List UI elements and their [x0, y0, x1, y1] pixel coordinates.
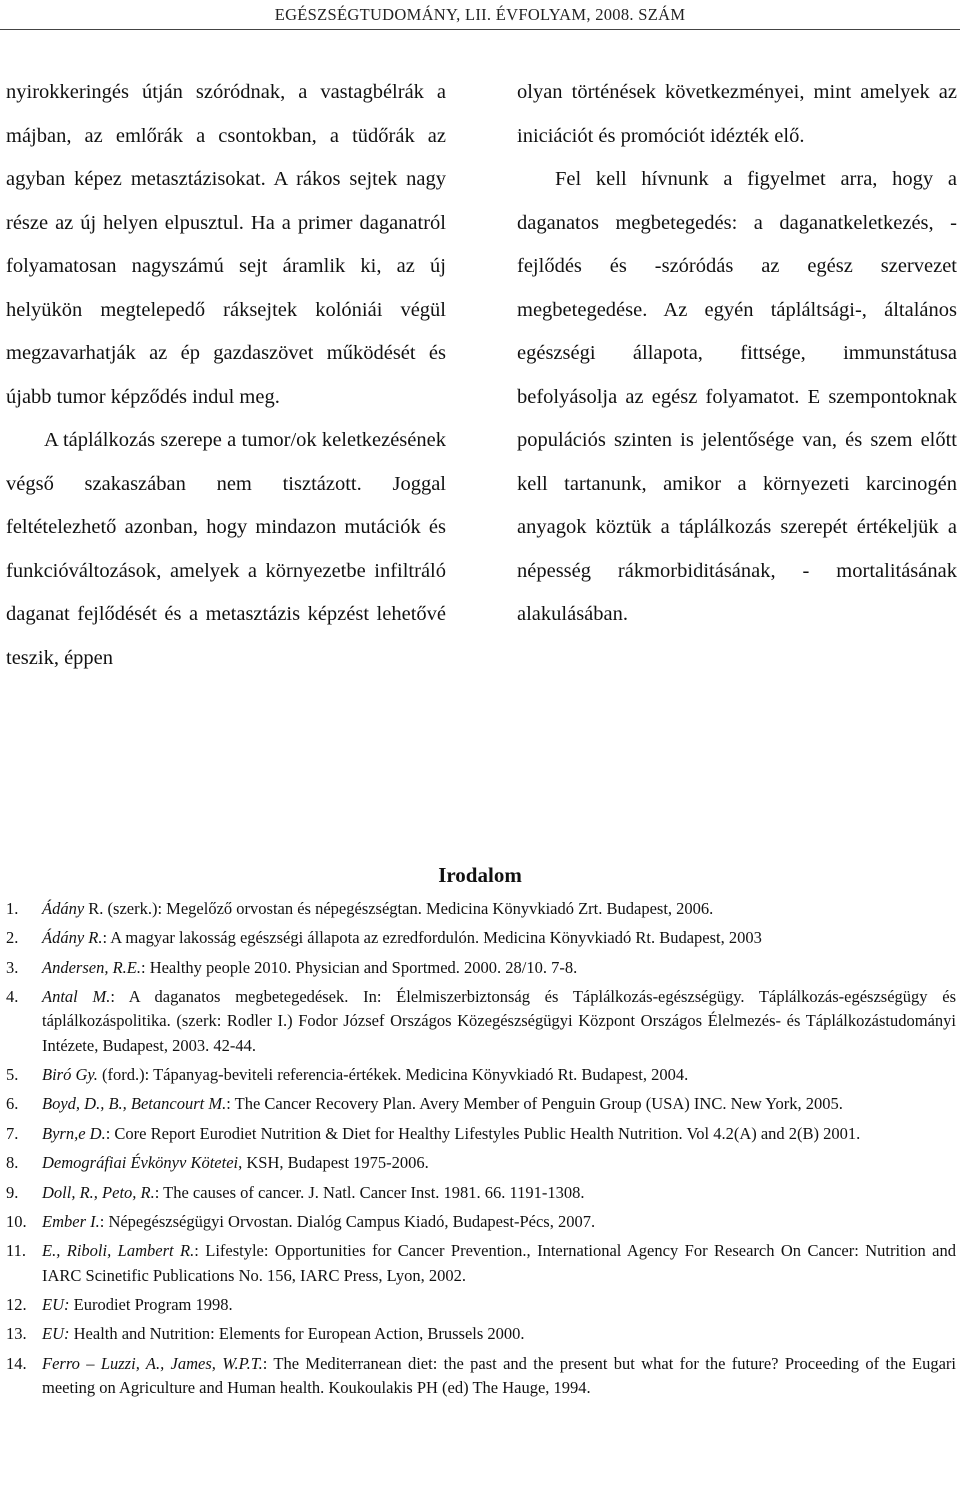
reference-number: 5. [6, 1064, 19, 1084]
reference-author: Ferro – Luzzi, A., James, W.P.T. [42, 1353, 263, 1373]
reference-author: Antal M. [42, 987, 111, 1007]
reference-number: 2. [6, 928, 19, 948]
reference-item [6, 926, 956, 950]
reference-text: : Lifestyle: Opportunities for Cancer Prevention., International Agency For Research On Cancer: Nutrition and IARC Scinetific Publications No. 156, IARC Press, Lyon, 2002. [42, 1241, 956, 1285]
left-column [6, 71, 446, 680]
reference-item [6, 1352, 956, 1400]
reference-author: Doll, R., Peto, R. [42, 1182, 155, 1202]
reference-author: Biró Gy. [42, 1064, 98, 1084]
reference-text: : The causes of cancer. J. Natl. Cancer Inst. 1981. 66. 1191-1308. [154, 1182, 585, 1202]
body-paragraph: nyirokkeringés útján szóródnak, a vastagbélrák a májban, az emlőrák a csontokban, a tüdőrák az agyban képez metasztázisokat. A rákos sejtek nagy része az új helyen elpusztul. Ha a primer daganatról folyamatosan nagyszámú sejt áramlik ki, az új helyükön megtelepedő ráksejtek kolóniái végül megzavarhatják az ép gazdaszövet működését és újabb tumor képződés indul meg. [6, 81, 446, 408]
reference-item [6, 1122, 956, 1146]
reference-text: : Tápanyag-beviteli referencia-értékek. Medicina Könyvkiadó Rt. Budapest, 2004. [144, 1064, 689, 1084]
references-title: Irodalom [438, 863, 522, 887]
reference-author-note: R. (szerk.) [84, 899, 158, 918]
reference-author: Boyd, D., B., Betancourt M. [42, 1094, 227, 1114]
reference-author: EU: [42, 1294, 70, 1314]
reference-number: 12. [6, 1294, 27, 1314]
reference-text: : The Cancer Recovery Plan. Avery Member of Penguin Group (USA) INC. New York, 2005. [226, 1094, 843, 1114]
reference-item [6, 956, 956, 980]
reference-item [6, 1322, 956, 1346]
reference-text: Health and Nutrition: Elements for European Action, Brussels 2000. [69, 1324, 525, 1344]
reference-text: : A magyar lakosság egészségi állapota az ezredfordulón. Medicina Könyvkiadó Rt. Budapest, 2003 [102, 928, 762, 948]
reference-author-note: (ford.) [97, 1064, 145, 1084]
running-header [0, 0, 960, 30]
reference-item [6, 1293, 956, 1317]
reference-number: 7. [6, 1123, 19, 1143]
reference-number: 9. [6, 1182, 19, 1202]
reference-author: Ádány R. [42, 928, 103, 948]
reference-item [6, 1092, 956, 1116]
reference-author: EU: [42, 1324, 70, 1344]
body-paragraph: Fel kell hívnunk a figyelmet arra, hogy a daganatos megbetegedés: a daganatkeletkezés, -fejlődés és -szóródás az egész szervezet megbetegedése. Az egyén tápláltsági-, általános egészségi állapota, fittsége, immunstátusa befolyásolja az egész folyamatot. E szempontoknak populációs szinten is jelentősége van, és szem előtt kell tartanunk, amikor a környezeti karcinogén anyagok köztük a táplálkozás szerepét értékeljük a népesség rákmorbiditásának, - mortalitásának alakulásában. [517, 168, 957, 625]
reference-item [6, 985, 956, 1058]
reference-number: 10. [6, 1211, 27, 1231]
reference-item [6, 897, 956, 921]
reference-number: 3. [6, 957, 19, 977]
reference-text: , KSH, Budapest 1975-2006. [238, 1153, 429, 1173]
reference-author: Byrn,e D. [42, 1123, 106, 1143]
reference-text: : Népegészségügyi Orvostan. Dialóg Campus Kiadó, Budapest-Pécs, 2007. [99, 1211, 596, 1231]
running-title: EGÉSZSÉGTUDOMÁNY, LII. ÉVFOLYAM, 2008. SZÁM [274, 5, 686, 24]
reference-text: : Core Report Eurodiet Nutrition & Diet for Healthy Lifestyles Public Health Nutrition. Vol 4.2(A) and 2(B) 2001. [105, 1123, 861, 1143]
reference-item [6, 1239, 956, 1287]
reference-item [6, 1210, 956, 1234]
reference-text: : A daganatos megbetegedések. In: Élelmiszerbiztonság és Táplálkozás-egészségügy. Táplálkozás-egészségügy és táplálkozáspolitika. (szerk: Rodler I.) Fodor József Országos Közegészségügyi Központ Országos Élelmezés- és Táplálkozástudományi Intézete, Budapest, 2003. 42-44. [42, 987, 957, 1055]
right-column [517, 71, 957, 637]
reference-list [6, 897, 956, 1405]
reference-author: E., Riboli, Lambert R. [42, 1241, 195, 1261]
reference-number: 11. [6, 1241, 27, 1261]
reference-number: 6. [6, 1094, 19, 1114]
reference-number: 4. [6, 987, 19, 1007]
reference-item [6, 1063, 956, 1087]
body-paragraph: A táplálkozás szerepe a tumor/ok keletkezésének végső szakaszában nem tisztázott. Joggal feltételezhető azonban, hogy mindazon mutációk és funkcióváltozások, amelyek a környezetbe infiltráló daganat fejlődését és a metasztázis képzést lehetővé teszik, éppen [6, 429, 446, 669]
reference-item [6, 1151, 956, 1175]
reference-number: 13. [6, 1324, 27, 1344]
reference-item [6, 1181, 956, 1205]
body-paragraph: olyan történések következményei, mint amelyek az iniciációt és promóciót idézték elő. [517, 81, 957, 147]
reference-author: Andersen, R.E. [42, 957, 141, 977]
reference-author: Ádány [42, 899, 85, 918]
reference-text: : The Mediterranean diet: the past and the present but what for the future? Proceeding of the Eugari meeting on Agriculture and Human health. Koukoulakis PH (ed) The Hauge, 1994. [42, 1353, 956, 1397]
reference-number: 8. [6, 1153, 19, 1173]
reference-number: 1. [6, 899, 19, 918]
reference-author: Ember I. [42, 1211, 100, 1231]
reference-text: Eurodiet Program 1998. [69, 1294, 233, 1314]
reference-text: : Healthy people 2010. Physician and Sportmed. 2000. 28/10. 7-8. [140, 957, 578, 977]
reference-number: 14. [6, 1353, 27, 1373]
reference-text: : Megelőző orvostan és népegészségtan. Medicina Könyvkiadó Zrt. Budapest, 2006. [157, 899, 714, 918]
reference-author: Demográfiai Évkönyv Kötetei [42, 1153, 239, 1173]
